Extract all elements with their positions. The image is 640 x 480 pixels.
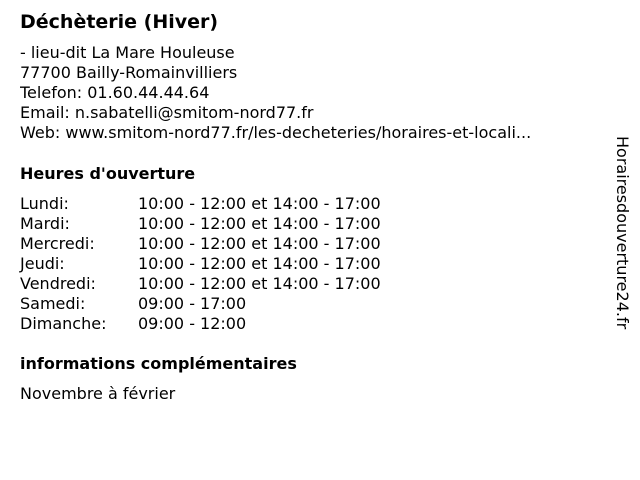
hours-time: 09:00 - 12:00 [138, 314, 247, 333]
info-text: Novembre à février [20, 384, 176, 403]
address-block [20, 43, 600, 143]
email-text: Email: n.sabatelli@smitom-nord77.fr [20, 103, 314, 122]
web-text: Web: www.smitom-nord77.fr/les-decheteries/horaires-et-locali... [20, 123, 532, 142]
hours-day: Jeudi: [20, 254, 65, 273]
page-title: Déchèterie (Hiver) [20, 11, 219, 33]
hours-day: Mercredi: [20, 234, 95, 253]
hours-time: 10:00 - 12:00 et 14:00 - 17:00 [138, 274, 381, 293]
hours-row [20, 254, 381, 274]
info-heading: informations complémentaires [20, 354, 297, 373]
hours-heading: Heures d'ouverture [20, 164, 196, 183]
hours-row [20, 314, 381, 334]
hours-time: 10:00 - 12:00 et 14:00 - 17:00 [138, 194, 381, 213]
hours-time: 10:00 - 12:00 et 14:00 - 17:00 [138, 234, 381, 253]
hours-row [20, 294, 381, 314]
hours-time: 10:00 - 12:00 et 14:00 - 17:00 [138, 214, 381, 233]
brand-watermark: Horairesdouverture24.fr [613, 136, 632, 330]
address-line-street: - lieu-dit La Mare Houleuse [20, 43, 235, 62]
hours-time: 10:00 - 12:00 et 14:00 - 17:00 [138, 254, 381, 273]
hours-table [20, 194, 381, 334]
phone-text: Telefon: 01.60.44.44.64 [20, 83, 210, 102]
hours-day: Dimanche: [20, 314, 107, 333]
hours-day: Lundi: [20, 194, 69, 213]
hours-row [20, 234, 381, 254]
hours-day: Samedi: [20, 294, 86, 313]
hours-row [20, 214, 381, 234]
hours-row [20, 194, 381, 214]
hours-row [20, 274, 381, 294]
hours-time: 09:00 - 17:00 [138, 294, 247, 313]
hours-day: Mardi: [20, 214, 70, 233]
address-line-city: 77700 Bailly-Romainvilliers [20, 63, 238, 82]
hours-day: Vendredi: [20, 274, 96, 293]
